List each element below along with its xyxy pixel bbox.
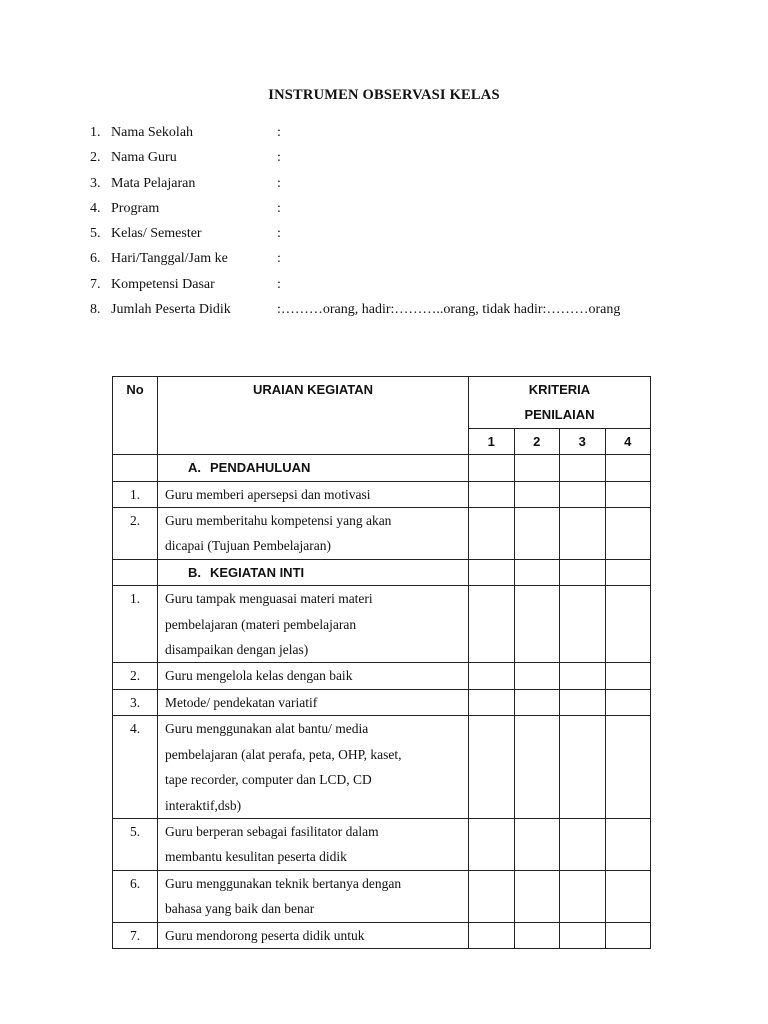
row-number: 2. bbox=[113, 663, 158, 689]
score-header-1: 1 bbox=[469, 428, 515, 454]
header-kriteria bbox=[469, 377, 651, 429]
desc-line: dicapai (Tujuan Pembelajaran) bbox=[165, 538, 331, 554]
info-row-school bbox=[90, 124, 730, 149]
score-cell[interactable] bbox=[560, 455, 606, 481]
score-cell[interactable] bbox=[605, 716, 651, 819]
section-no-cell bbox=[113, 455, 158, 481]
info-number: 3. bbox=[90, 175, 101, 191]
section-row bbox=[113, 559, 651, 585]
desc-line: tape recorder, computer dan LCD, CD bbox=[165, 772, 372, 788]
score-cell[interactable] bbox=[514, 559, 560, 585]
score-cell[interactable] bbox=[605, 922, 651, 948]
score-cell[interactable] bbox=[605, 663, 651, 689]
score-cell[interactable] bbox=[469, 716, 515, 819]
table-row bbox=[113, 922, 651, 948]
table-row bbox=[113, 689, 651, 715]
score-header-2: 2 bbox=[514, 428, 560, 454]
score-cell[interactable] bbox=[469, 559, 515, 585]
header-no: No bbox=[113, 377, 158, 455]
info-value: : bbox=[277, 276, 281, 292]
table-row bbox=[113, 586, 651, 663]
score-cell[interactable] bbox=[514, 481, 560, 507]
info-label: Nama Guru bbox=[111, 150, 177, 166]
info-label: Kelas/ Semester bbox=[111, 226, 202, 242]
identity-list bbox=[90, 124, 730, 326]
score-cell[interactable] bbox=[560, 481, 606, 507]
score-cell[interactable] bbox=[605, 818, 651, 870]
info-number: 8. bbox=[90, 302, 101, 318]
desc-line: pembelajaran (alat perafa, peta, OHP, kaset, bbox=[165, 746, 402, 762]
row-number: 1. bbox=[113, 481, 158, 507]
desc-line: bahasa yang baik dan benar bbox=[165, 901, 315, 917]
desc-line: Guru memberitahu kompetensi yang akan bbox=[165, 513, 392, 529]
info-number: 7. bbox=[90, 276, 101, 292]
score-cell[interactable] bbox=[605, 508, 651, 560]
table-row bbox=[113, 870, 651, 922]
score-cell[interactable] bbox=[605, 455, 651, 481]
score-cell[interactable] bbox=[605, 481, 651, 507]
info-row-competency bbox=[90, 276, 730, 301]
score-cell[interactable] bbox=[469, 818, 515, 870]
info-number: 4. bbox=[90, 200, 101, 216]
score-cell[interactable] bbox=[560, 508, 606, 560]
score-cell[interactable] bbox=[560, 922, 606, 948]
info-row-teacher bbox=[90, 149, 730, 174]
row-number: 2. bbox=[113, 508, 158, 560]
score-cell[interactable] bbox=[469, 508, 515, 560]
score-cell[interactable] bbox=[469, 922, 515, 948]
score-cell[interactable] bbox=[605, 586, 651, 663]
row-number: 3. bbox=[113, 689, 158, 715]
info-label: Kompetensi Dasar bbox=[111, 276, 215, 292]
score-cell[interactable] bbox=[469, 663, 515, 689]
score-cell[interactable] bbox=[514, 455, 560, 481]
desc-line: Guru mengelola kelas dengan baik bbox=[165, 668, 353, 684]
section-letter: A. bbox=[188, 460, 201, 476]
row-description bbox=[158, 663, 469, 689]
row-description bbox=[158, 716, 469, 819]
score-cell[interactable] bbox=[514, 818, 560, 870]
score-cell[interactable] bbox=[560, 586, 606, 663]
section-name: PENDAHULUAN bbox=[210, 460, 311, 476]
table-header-row bbox=[113, 377, 651, 429]
score-cell[interactable] bbox=[514, 689, 560, 715]
info-number: 5. bbox=[90, 226, 101, 242]
row-number: 7. bbox=[113, 922, 158, 948]
observation-table bbox=[112, 376, 651, 949]
score-cell[interactable] bbox=[469, 689, 515, 715]
section-name: KEGIATAN INTI bbox=[210, 564, 305, 580]
info-value: : bbox=[277, 200, 281, 216]
table-row bbox=[113, 481, 651, 507]
score-cell[interactable] bbox=[560, 716, 606, 819]
score-cell[interactable] bbox=[560, 559, 606, 585]
score-cell[interactable] bbox=[514, 508, 560, 560]
info-row-program bbox=[90, 200, 730, 225]
header-kriteria-line2: PENILAIAN bbox=[524, 407, 595, 423]
desc-line: pembelajaran (materi pembelajaran bbox=[165, 616, 357, 632]
info-row-class bbox=[90, 225, 730, 250]
desc-line: Guru menggunakan teknik bertanya dengan bbox=[165, 875, 402, 891]
info-label: Nama Sekolah bbox=[111, 125, 194, 140]
section-title bbox=[158, 455, 469, 481]
info-row-subject bbox=[90, 175, 730, 200]
desc-line: membantu kesulitan peserta didik bbox=[165, 849, 347, 865]
score-cell[interactable] bbox=[469, 455, 515, 481]
score-cell[interactable] bbox=[560, 818, 606, 870]
desc-line: Guru mendorong peserta didik untuk bbox=[165, 927, 365, 943]
score-cell[interactable] bbox=[560, 870, 606, 922]
section-letter: B. bbox=[188, 564, 201, 580]
row-number: 5. bbox=[113, 818, 158, 870]
score-cell[interactable] bbox=[514, 870, 560, 922]
section-row bbox=[113, 455, 651, 481]
desc-line: Guru tampak menguasai materi materi bbox=[165, 591, 373, 607]
desc-line: interaktif,dsb) bbox=[165, 797, 242, 813]
info-value: : bbox=[277, 251, 281, 267]
desc-line: Guru berperan sebagai fasilitator dalam bbox=[165, 823, 379, 839]
score-cell[interactable] bbox=[605, 870, 651, 922]
score-cell[interactable] bbox=[514, 716, 560, 819]
info-value: : bbox=[277, 150, 281, 166]
row-description bbox=[158, 870, 469, 922]
info-value: : bbox=[277, 226, 281, 242]
score-cell[interactable] bbox=[605, 559, 651, 585]
table-row bbox=[113, 716, 651, 819]
desc-line: disampaikan dengan jelas) bbox=[165, 642, 309, 658]
score-cell[interactable] bbox=[469, 586, 515, 663]
header-kriteria-line1: KRITERIA bbox=[528, 382, 591, 397]
info-label: Hari/Tanggal/Jam ke bbox=[111, 251, 228, 267]
info-label: Program bbox=[111, 200, 160, 216]
info-value: :………orang, hadir:………..orang, tidak hadir:………orang bbox=[277, 302, 621, 318]
score-header-4: 4 bbox=[605, 428, 651, 454]
score-cell[interactable] bbox=[560, 689, 606, 715]
info-row-students bbox=[90, 301, 730, 326]
info-number: 1. bbox=[90, 125, 101, 140]
info-label: Jumlah Peserta Didik bbox=[111, 302, 231, 318]
info-label: Mata Pelajaran bbox=[111, 175, 196, 191]
table-row bbox=[113, 508, 651, 560]
row-number: 4. bbox=[113, 716, 158, 819]
table-row bbox=[113, 663, 651, 689]
score-cell[interactable] bbox=[469, 481, 515, 507]
score-header-3: 3 bbox=[560, 428, 606, 454]
desc-line: Guru memberi apersepsi dan motivasi bbox=[165, 486, 371, 502]
desc-line: Metode/ pendekatan variatif bbox=[165, 694, 318, 710]
header-uraian: URAIAN KEGIATAN bbox=[158, 377, 469, 455]
score-cell[interactable] bbox=[514, 922, 560, 948]
info-number: 6. bbox=[90, 251, 101, 267]
score-cell[interactable] bbox=[469, 870, 515, 922]
row-description bbox=[158, 818, 469, 870]
info-value: : bbox=[277, 125, 281, 140]
row-number: 6. bbox=[113, 870, 158, 922]
table-row bbox=[113, 818, 651, 870]
score-cell[interactable] bbox=[605, 689, 651, 715]
score-cell[interactable] bbox=[514, 586, 560, 663]
info-value: : bbox=[277, 175, 281, 191]
row-description bbox=[158, 922, 469, 948]
score-cell[interactable] bbox=[514, 663, 560, 689]
info-row-date bbox=[90, 250, 730, 275]
section-title bbox=[158, 559, 469, 585]
info-number: 2. bbox=[90, 150, 101, 166]
row-description bbox=[158, 481, 469, 507]
row-description bbox=[158, 586, 469, 663]
page-title: INSTRUMEN OBSERVASI KELAS bbox=[268, 87, 500, 103]
desc-line: Guru menggunakan alat bantu/ media bbox=[165, 721, 369, 737]
row-description bbox=[158, 689, 469, 715]
score-cell[interactable] bbox=[560, 663, 606, 689]
row-description bbox=[158, 508, 469, 560]
section-no-cell bbox=[113, 559, 158, 585]
row-number: 1. bbox=[113, 586, 158, 663]
